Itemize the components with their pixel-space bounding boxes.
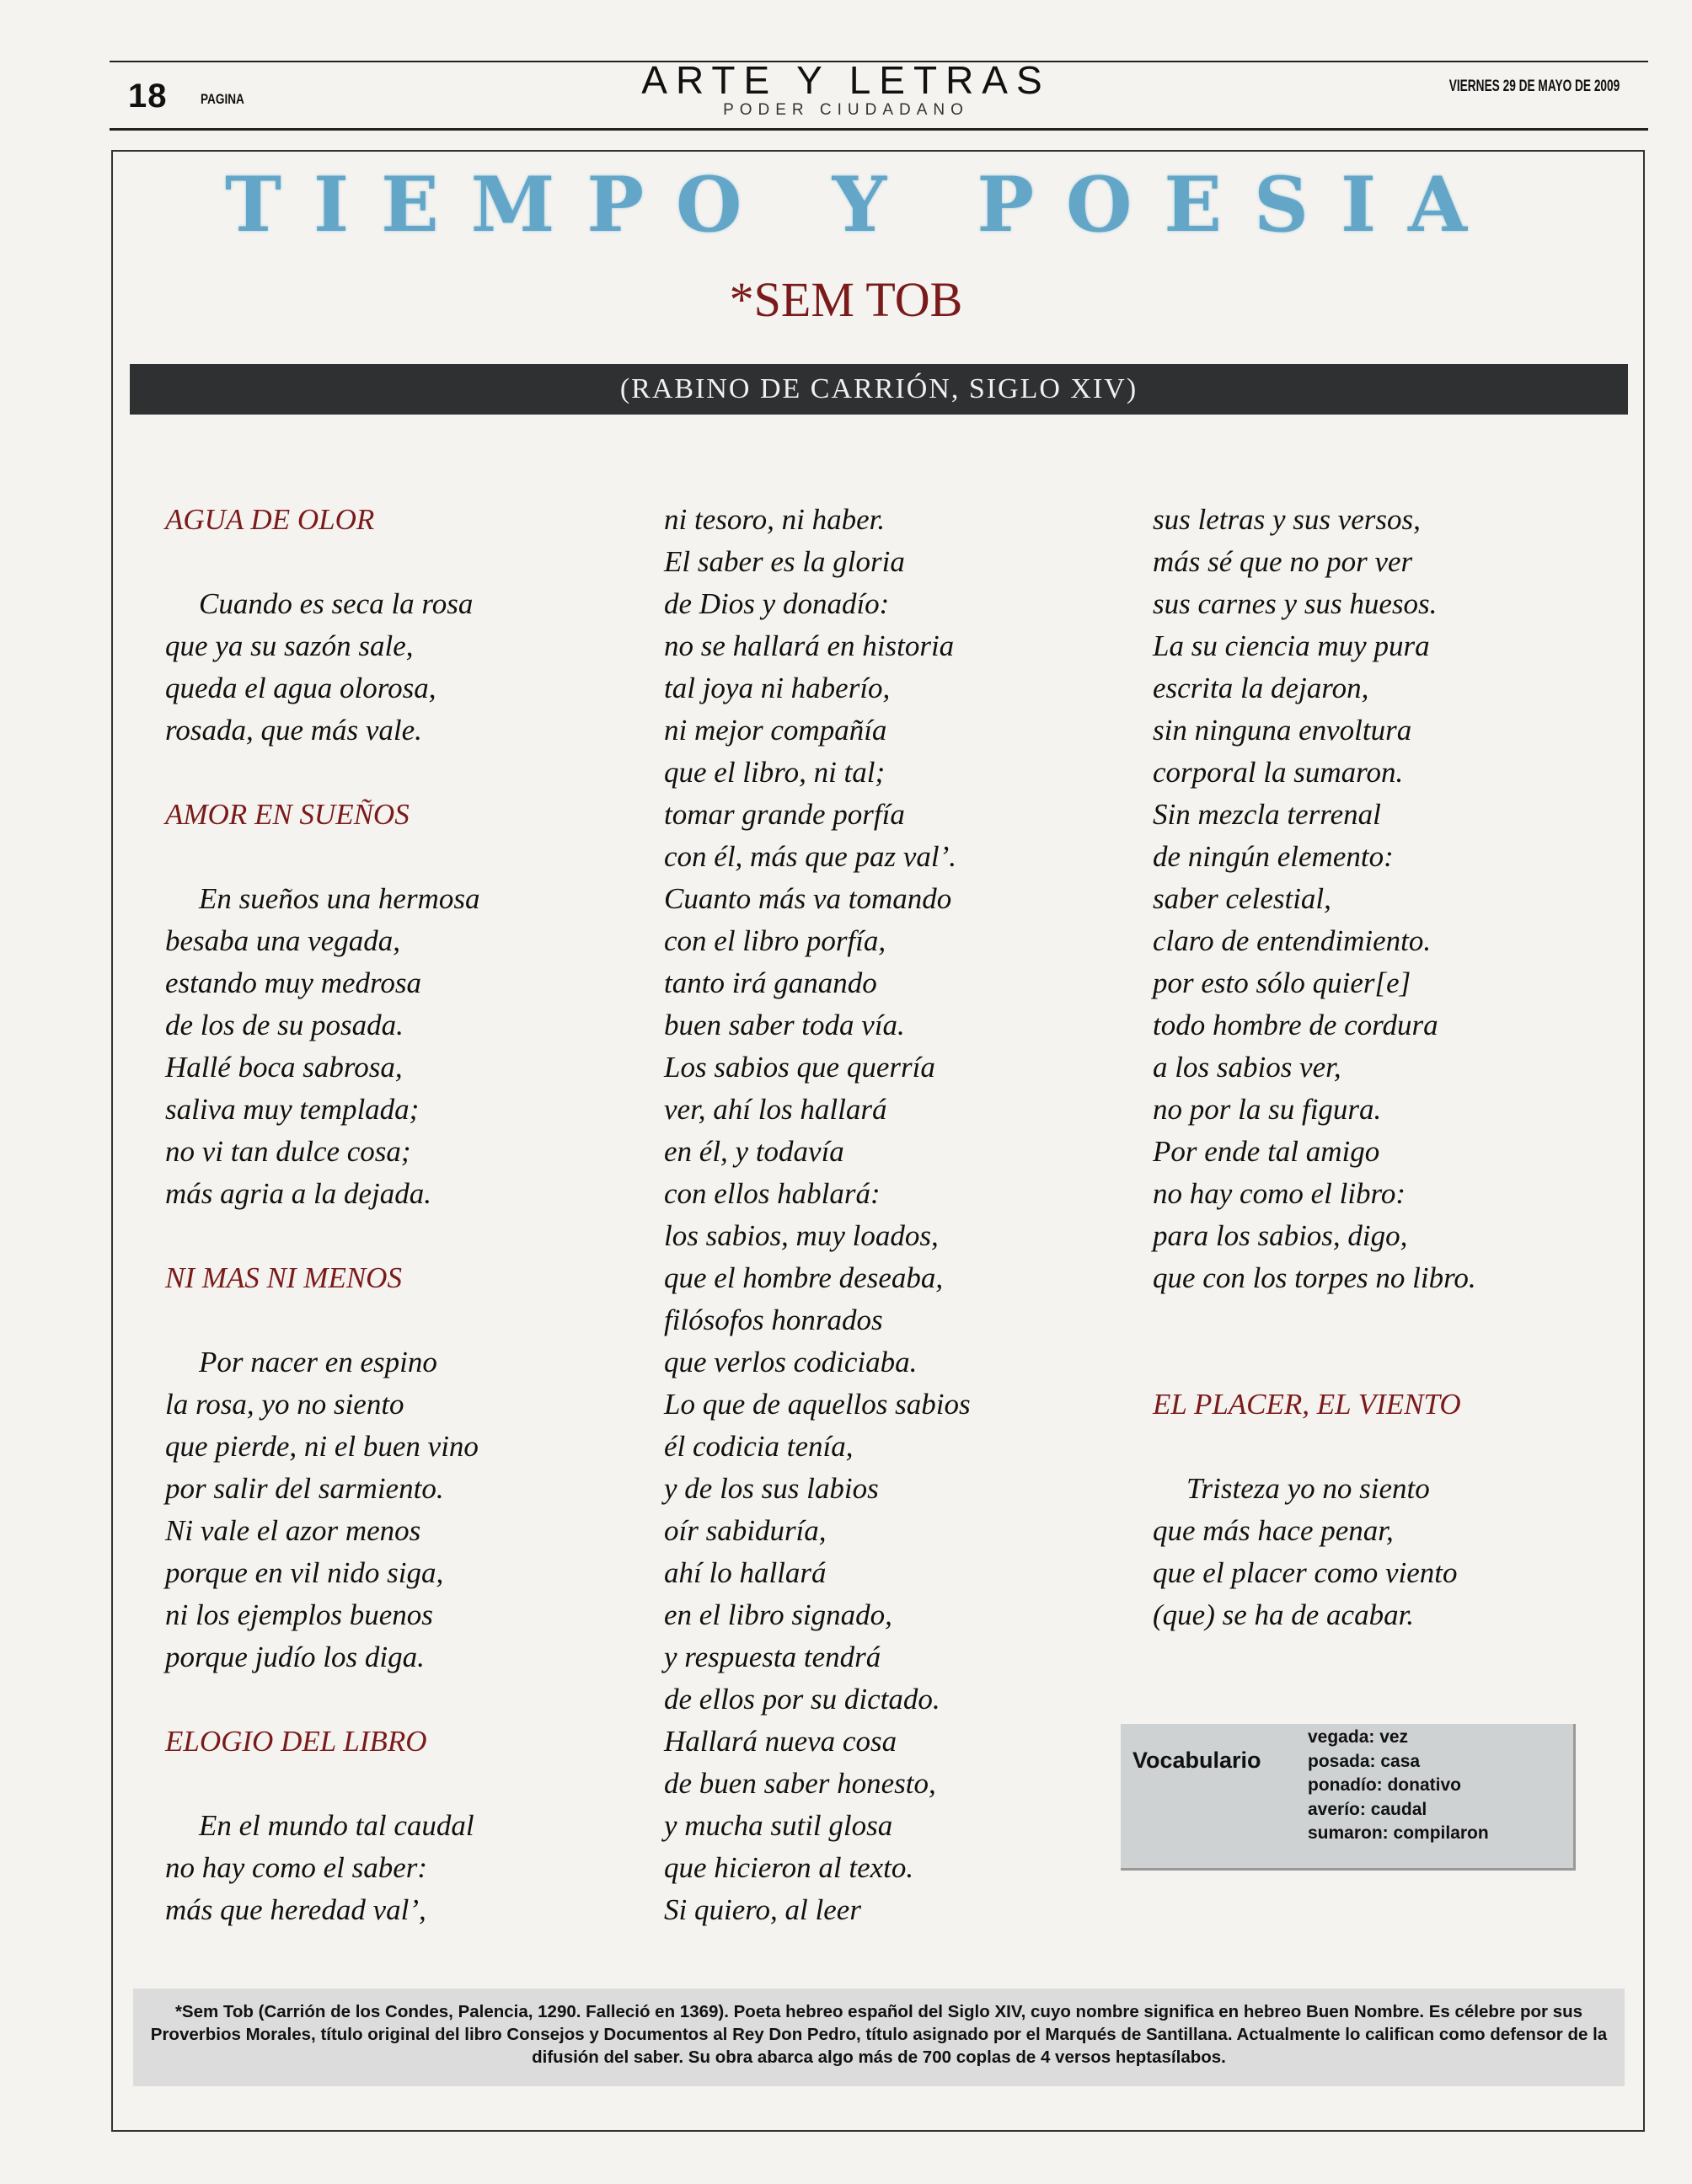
vocabulary-item: averío: caudal <box>1308 1799 1427 1819</box>
poem-line: que hicieron al texto. <box>664 1851 914 1884</box>
poem-line: y mucha sutil glosa <box>664 1809 893 1842</box>
poem-line: de Dios y donadío: <box>664 587 890 620</box>
poem-line: con ellos hablará: <box>664 1177 881 1210</box>
poem-line: no se hallará en historia <box>664 629 955 662</box>
column-3 <box>1153 499 1625 1636</box>
poem-line: saber celestial, <box>1153 882 1331 915</box>
poem-line: con él, más que paz val’. <box>664 840 957 873</box>
poem-line: Por ende tal amigo <box>1153 1135 1380 1168</box>
poem-line: filósofos honrados <box>664 1303 883 1336</box>
poem-line: ni tesoro, ni haber. <box>664 503 886 536</box>
section-subtitle: PODER CIUDADANO <box>723 101 969 119</box>
poem-line: que verlos codiciaba. <box>664 1346 918 1378</box>
poem-line: de ningún elemento: <box>1153 840 1394 873</box>
poem-line: ver, ahí los hallará <box>664 1093 887 1126</box>
poem-line: no hay como el saber: <box>165 1851 428 1884</box>
poem-line: oír sabiduría, <box>664 1514 827 1547</box>
poem-line: Por nacer en espino <box>199 1346 437 1378</box>
vocabulary-label: Vocabulario <box>1132 1748 1261 1773</box>
vocabulary-item: ponadío: donativo <box>1308 1775 1461 1795</box>
article-author: *SEM TOB <box>729 272 963 327</box>
poem-title-ni-mas-ni-menos: NI MAS NI MENOS <box>165 1261 402 1294</box>
poem-line: y de los sus labios <box>664 1472 879 1505</box>
poem-line: Tristeza yo no siento <box>1186 1472 1430 1505</box>
poem-line: que con los torpes no libro. <box>1153 1261 1476 1294</box>
poem-line: Los sabios que querría <box>664 1051 935 1084</box>
poem-line: él codicia tenía, <box>664 1430 854 1463</box>
poem-line: Lo que de aquellos sabios <box>664 1388 971 1421</box>
poem-line: los sabios, muy loados, <box>664 1219 939 1252</box>
vocabulary-item: vegada: vez <box>1308 1727 1409 1747</box>
poem-line: ahí lo hallará <box>664 1556 827 1589</box>
article-title: TIEMPO Y POESIA <box>225 160 1499 249</box>
poem-line: que el placer como viento <box>1153 1556 1458 1589</box>
poem-line: Hallé boca sabrosa, <box>165 1051 403 1084</box>
vocabulary-item: sumaron: compilaron <box>1308 1823 1489 1843</box>
article-subtitle: (RABINO DE CARRIÓN, SIGLO XIV) <box>619 373 1138 404</box>
poem-line: tal joya ni haberío, <box>664 672 891 704</box>
page-number: 18 <box>128 78 168 115</box>
poem-line: estando muy medrosa <box>165 966 421 999</box>
poem-line: no vi tan dulce cosa; <box>165 1135 411 1168</box>
poem-line: Ni vale el azor menos <box>165 1514 421 1547</box>
poem-line: Sin mezcla terrenal <box>1153 798 1381 831</box>
poem-line: escrita la dejaron, <box>1153 672 1369 704</box>
poem-line: más sé que no por ver <box>1153 545 1413 578</box>
poem-line: en el libro signado, <box>664 1598 892 1631</box>
issue-date: VIERNES 29 DE MAYO DE 2009 <box>1448 78 1620 95</box>
poem-line: con el libro porfía, <box>664 924 886 957</box>
vocabulary-item: posada: casa <box>1308 1751 1421 1771</box>
poem-line: La su ciencia muy pura <box>1153 629 1430 662</box>
poem-line: buen saber toda vía. <box>664 1009 905 1041</box>
poem-line: todo hombre de cordura <box>1153 1009 1438 1041</box>
poem-line: corporal la sumaron. <box>1153 756 1404 789</box>
vocabulary-box <box>1121 1724 1576 1871</box>
poem-line: sus carnes y sus huesos. <box>1153 587 1438 620</box>
poem-line: ni mejor compañía <box>664 714 887 747</box>
poem-line: El saber es la gloria <box>664 545 905 578</box>
poem-line: en él, y todavía <box>664 1135 844 1168</box>
poem-title-elogio-del-libro: ELOGIO DEL LIBRO <box>165 1725 427 1758</box>
poem-line: sus letras y sus versos, <box>1153 503 1421 536</box>
poem-line: tomar grande porfía <box>664 798 905 831</box>
poem-line: porque judío los diga. <box>165 1641 425 1673</box>
poem-line: de buen saber honesto, <box>664 1767 936 1800</box>
poem-line: Si quiero, al leer <box>664 1893 861 1926</box>
section-title: ARTE Y LETRAS <box>641 58 1051 102</box>
poem-line: Cuando es seca la rosa <box>199 587 474 620</box>
poem-title-agua-de-olor: AGUA DE OLOR <box>165 503 375 536</box>
poem-line: la rosa, yo no siento <box>165 1388 404 1421</box>
poem-line: que más hace penar, <box>1153 1514 1394 1547</box>
poem-line: de los de su posada. <box>165 1009 404 1041</box>
poem-line: claro de entendimiento. <box>1153 924 1432 957</box>
poem-title-amor-en-suenos: AMOR EN SUEÑOS <box>165 798 410 831</box>
poem-line: Cuanto más va tomando <box>664 882 952 915</box>
poem-line: En el mundo tal caudal <box>199 1809 474 1842</box>
page-label: PAGINA <box>201 91 244 107</box>
poem-line: tanto irá ganando <box>664 966 877 999</box>
poem-line: ni los ejemplos buenos <box>165 1598 433 1631</box>
poem-line: saliva muy templada; <box>165 1093 420 1126</box>
poem-line: (que) se ha de acabar. <box>1153 1598 1415 1631</box>
poem-line: queda el agua olorosa, <box>165 672 436 704</box>
poem-line: En sueños una hermosa <box>199 882 480 915</box>
poem-line: no hay como el libro: <box>1153 1177 1406 1210</box>
poem-line: de ellos por su dictado. <box>664 1683 940 1716</box>
vocabulary-list <box>1308 1726 1489 1846</box>
poem-line: rosada, que más vale. <box>165 714 422 747</box>
poem-line: sin ninguna envoltura <box>1153 714 1412 747</box>
poem-line: que pierde, ni el buen vino <box>165 1430 479 1463</box>
poem-line: que ya su sazón sale, <box>165 629 414 662</box>
poem-title-el-placer-el-viento: EL PLACER, EL VIENTO <box>1153 1388 1461 1421</box>
poem-line: Hallará nueva cosa <box>664 1725 897 1758</box>
author-footnote: *Sem Tob (Carrión de los Condes, Palencia, 1290. Falleció en 1369). Poeta hebreo español del Siglo XIV, cuyo nombre significa en hebreo Buen Nombre. Es célebre por sus Proverbios Morales, título original del libro Consejos y Documentos al Rey Don Pedro, título asignado por el Marqués de Santillana. Actualmente lo califican como defensor de la difusión del saber. Su obra abarca algo más de 700 coplas de 4 versos heptasílabos. <box>133 1989 1625 2086</box>
poem-line: que el libro, ni tal; <box>664 756 886 789</box>
poem-line: que el hombre deseaba, <box>664 1261 944 1294</box>
poem-line: más que heredad val’, <box>165 1893 426 1926</box>
poem-line: no por la su figura. <box>1153 1093 1382 1126</box>
poem-line: por salir del sarmiento. <box>165 1472 444 1505</box>
poem-line: por esto sólo quier[e] <box>1153 966 1411 999</box>
article-subtitle-bar <box>130 364 1628 415</box>
poem-line: a los sabios ver, <box>1153 1051 1341 1084</box>
poem-line: más agria a la dejada. <box>165 1177 431 1210</box>
poem-line: y respuesta tendrá <box>664 1641 881 1673</box>
masthead-bottom-rule <box>110 128 1648 131</box>
poem-line: para los sabios, digo, <box>1153 1219 1408 1252</box>
column-1 <box>165 499 637 1931</box>
column-2 <box>664 499 1136 1931</box>
poem-line: porque en vil nido siga, <box>165 1556 444 1589</box>
poem-line: besaba una vegada, <box>165 924 400 957</box>
